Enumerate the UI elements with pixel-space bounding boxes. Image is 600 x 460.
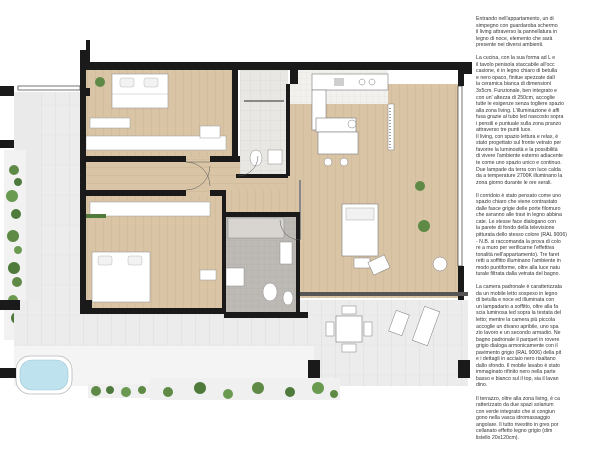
text-line: con un' altezza di 250cm, accoglie [476, 94, 555, 101]
text-line: re a muro per verificarne l'effettiva [476, 245, 555, 252]
text-line: di betulla e noce ed illuminata con [476, 297, 555, 304]
text-line: listello 20x120cm). [476, 434, 519, 441]
wardrobe-2 [90, 202, 210, 216]
text-line: modo puntiforme, oltre alla luce natu [476, 264, 560, 271]
text-line: presente nei diversi ambienti. [476, 42, 544, 49]
text-line: tonalità nell'appartamento). Tre faret [476, 251, 560, 258]
text-line: attraverso tre punti luce. [476, 127, 532, 134]
text-line: Il terrazzo, oltre alla zona living, è ca [476, 395, 560, 402]
desk [90, 118, 130, 128]
text-line: te come uno spazio unico e continuo. [476, 159, 562, 166]
text-line: dalle fasce grigie delle porte filomuro [476, 205, 561, 212]
text-line: stato progettato sul fronte vetrato per [476, 140, 562, 147]
text-line: alla zona living. L'illuminazione è affi [476, 107, 560, 114]
text-line: tutte le esigenze senza togliere spazio [476, 101, 564, 108]
paragraph-entrance [476, 16, 600, 49]
text-line: cate. Le stesse face dialogano con [476, 218, 556, 225]
paragraph-bedrooms [476, 284, 600, 389]
text-line: la parete di fondo della televisione [476, 225, 555, 232]
text-line: casione, è in legno chiaro di betulla [476, 68, 558, 75]
paragraph-terrace [476, 396, 600, 442]
text-line: zio lavoro e un secondo armadio. Ne [476, 330, 561, 337]
text-line: letto; mentre la camera più piccola [476, 317, 556, 324]
hot-tub [16, 356, 72, 394]
text-line: legno di noce, elemento che sarà [476, 35, 553, 42]
paragraph-kitchen-living [476, 55, 600, 186]
text-line: bagno padronale il parquet in rovere [476, 336, 560, 343]
text-line: Il living, con spazio lettura e relax, è [476, 133, 559, 140]
text-line: e nero opaco, finitue spezzate dall [476, 74, 555, 81]
text-line: La cucina, con la sua forma ad L e [476, 55, 556, 62]
text-line: favorire la luminosità e la possibilità [476, 146, 558, 153]
text-line: Il corridoio è stato pensato come uno [476, 192, 562, 199]
text-line: scia luminosa led sopra la testata del [476, 310, 562, 317]
text-line: Entrando nell'appartamento, un di [476, 16, 554, 22]
text-line: angolare. Il tutto rivestito in gres por [476, 421, 559, 428]
text-line: retti a soffitto illuminano l'ambiente in [476, 258, 561, 265]
text-line: 3x5cm. Funzionale, ben integrato e [476, 87, 558, 94]
text-line: di vivere l'ambiente esterno adiacente [476, 153, 563, 160]
text-line: spazio chiaro che viene contrastato [476, 199, 558, 206]
text-line: dino. [476, 382, 488, 389]
project-description [476, 16, 600, 441]
paragraph-corridor [476, 193, 600, 278]
entry-landing [86, 40, 90, 62]
text-line: e i dettagli in acciaio nero risaltano [476, 356, 556, 363]
text-line: accoglie un divano apribile, uno spa [476, 323, 559, 330]
text-line: immaginato rifinito nero nella parte [476, 369, 556, 376]
text-line: Due lampade da terra con luce calda [476, 166, 561, 173]
text-line: con verde integrato che si congiun [476, 408, 556, 415]
text-line: il tavolo penisola staccabile all'occ [476, 61, 555, 68]
text-line: basso e bianco sul il top, sia il lavan [476, 375, 559, 382]
text-line: pavimento grigio (RAL 9006) della pit [476, 349, 562, 356]
text-line: grigio dialoga armonicamente con il [476, 343, 558, 350]
text-line: il living attraverso la pannellatura in [476, 29, 558, 36]
text-line: La camera padronale è caratterizzata [476, 284, 562, 291]
text-line: i pensili e puntuale sulla zona pranzo [476, 120, 562, 127]
text-line: turale filtrata dalla vetrata del bagno. [476, 271, 560, 278]
text-line: che avranno alle travi in legno abbina [476, 212, 562, 219]
text-line: la ceramica bianca di dimensioni [476, 81, 551, 88]
text-line: da un mobile letto sospeso in legno [476, 290, 558, 297]
text-line: cellanato effetto legno grigio (dim [476, 428, 553, 435]
text-line: pitturata dello stesso colore (RAL 9006) [476, 231, 567, 238]
text-line: un lampadario a soffitto, oltre alla fa [476, 303, 559, 310]
text-line: - N.B. si raccomanda la prova di colo [476, 238, 561, 245]
double-bed-2 [92, 252, 150, 302]
text-line: fusa grazie al tubo led nascosto sopra [476, 114, 564, 121]
text-line: zona giorno durante le ore serali. [476, 179, 552, 186]
text-line: da a temperature 2700K illuminano la [476, 173, 563, 180]
text-line: simpegno con guardaroba schermo [476, 22, 558, 29]
text-line: gono nella vasca idromassaggio [476, 415, 551, 422]
text-line: dallo sfondo. Il mobile lavabo è stato [476, 362, 560, 369]
text-line: ratterizzato da due spazi solarium [476, 402, 554, 409]
